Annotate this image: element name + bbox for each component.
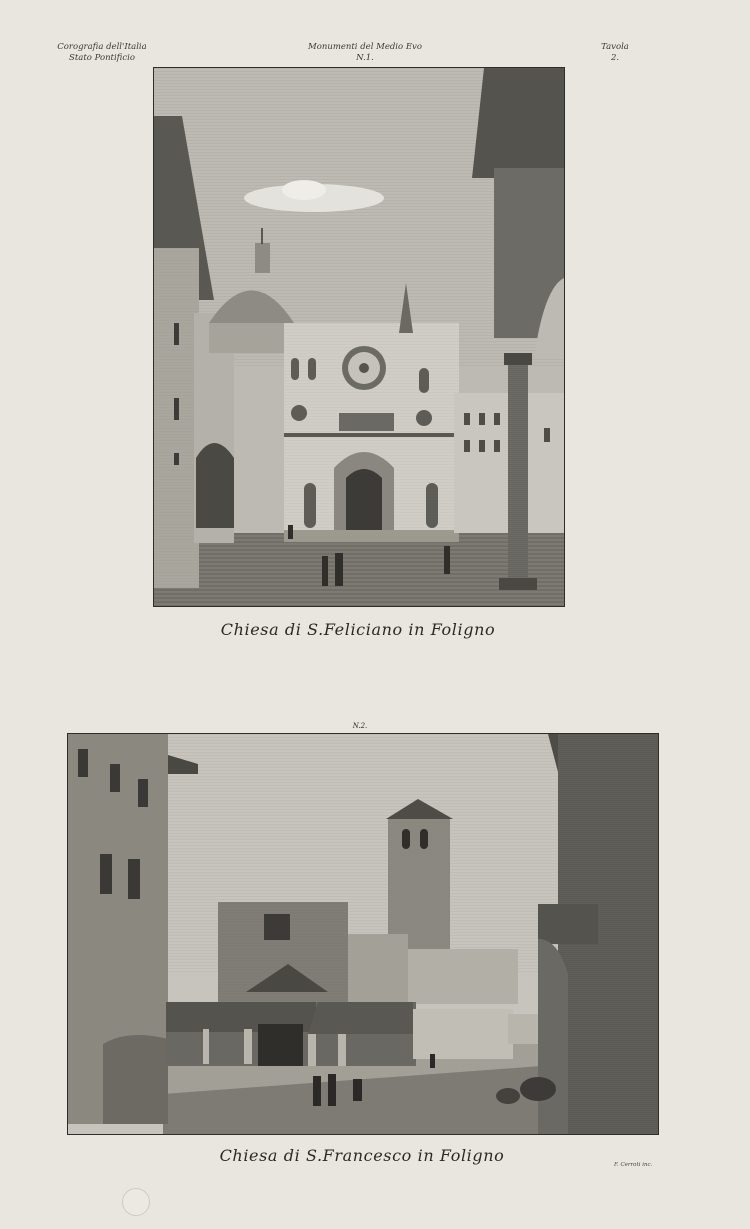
header-plate-number: 2. — [610, 53, 620, 63]
header-right — [585, 42, 645, 64]
header-section-title: Monumenti del Medio Evo — [308, 42, 422, 52]
header-left — [52, 42, 152, 64]
plate-number-2: N.2. — [352, 722, 368, 730]
header-series-title: Corografia dell'Italia — [57, 42, 147, 52]
caption-san-feliciano: Chiesa di S.Feliciano in Foligno — [220, 620, 496, 639]
engraving-san-feliciano-image — [154, 68, 564, 606]
collection-stamp — [122, 1188, 150, 1216]
header-center — [290, 42, 440, 64]
header-plate-label: Tavola — [601, 42, 629, 52]
engraving-san-feliciano — [153, 67, 565, 607]
caption-san-francesco: Chiesa di S.Francesco in Foligno — [219, 1146, 505, 1165]
header-region: Stato Pontificio — [69, 53, 135, 63]
engraver-credit: F. Cerroti inc. — [614, 1162, 653, 1168]
engraving-san-francesco — [67, 733, 659, 1135]
header-section-number: N.1. — [356, 53, 374, 63]
engraving-san-francesco-image — [68, 734, 658, 1134]
